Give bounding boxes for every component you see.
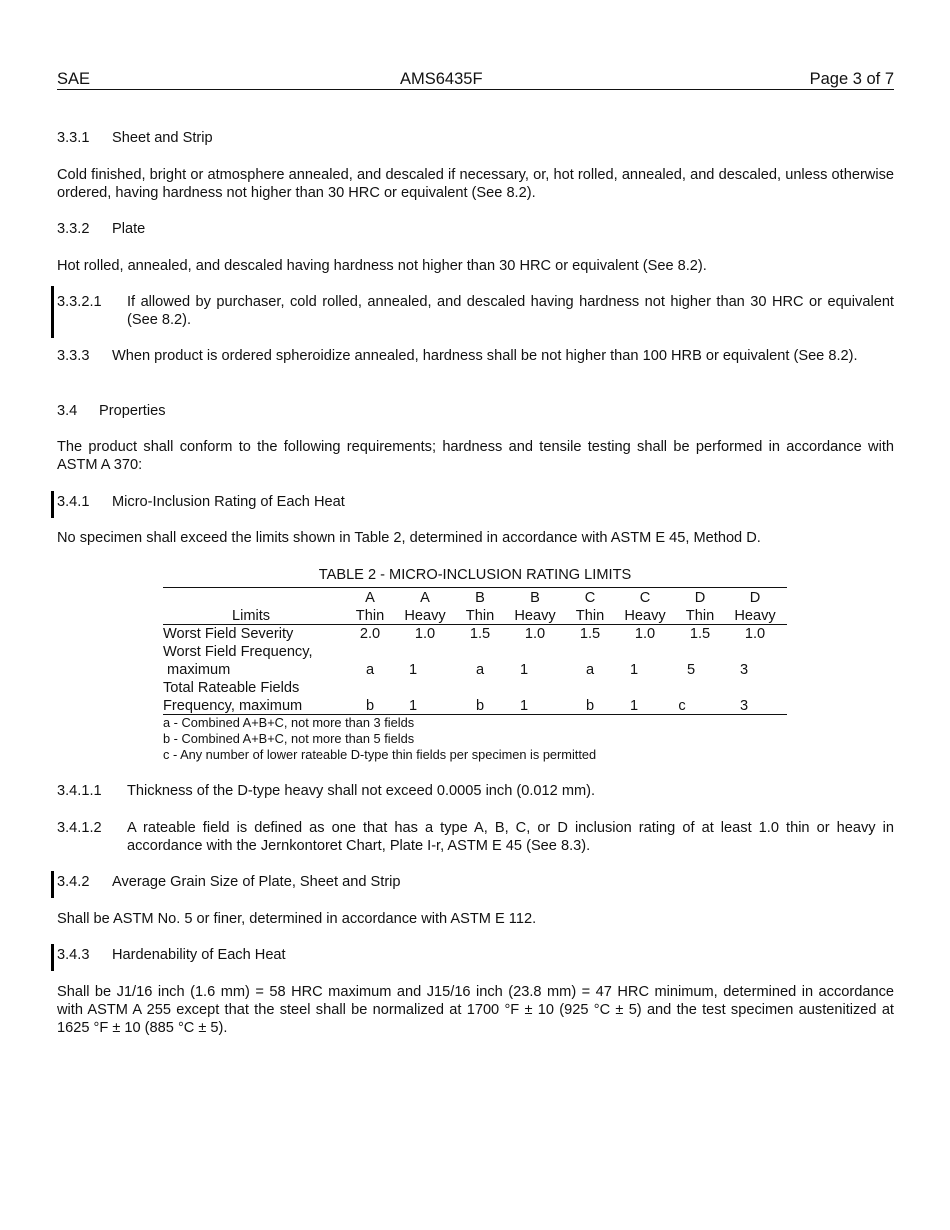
section-title: Properties [99, 403, 166, 419]
table-top-rule [163, 587, 787, 588]
section-title: Average Grain Size of Plate, Sheet and Strip [112, 874, 401, 890]
table-note-a: a - Combined A+B+C, not more than 3 fields [163, 715, 415, 730]
col-header-bottom: Heavy [624, 608, 666, 624]
change-bar [51, 286, 54, 338]
col-header-bottom: Thin [575, 608, 605, 624]
section-number: 3.4.2 [57, 874, 90, 890]
section-number: 3.4 [57, 403, 78, 419]
section-number: 3.4.1 [57, 494, 90, 510]
table-cell: b [365, 698, 375, 714]
limits-header: Limits [232, 608, 271, 624]
table-note-c: c - Any number of lower rateable D-type thin fields per specimen is permitted [163, 747, 597, 762]
section-title: Hardenability of Each Heat [112, 947, 286, 963]
header-org: SAE [57, 70, 91, 88]
row-label: Worst Field Severity [163, 626, 294, 642]
table-cell: 1.0 [524, 626, 546, 642]
col-header-top: B [475, 590, 485, 606]
col-header-top: B [530, 590, 540, 606]
table-cell: a [365, 662, 375, 678]
section-3-3-2-text: Hot rolled, annealed, and descaled having hardness not higher than 30 HRC or equivalent (See 8.2). [57, 258, 707, 274]
table-note-b: b - Combined A+B+C, not more than 5 fields [163, 731, 415, 746]
table-cell: 1.5 [469, 626, 491, 642]
section-number: 3.3.3 [57, 348, 90, 364]
section-text: When product is ordered spheroidize annealed, hardness shall be not higher than 100 HRB or equivalent (See 8.2). [112, 348, 858, 364]
section-title: Micro-Inclusion Rating of Each Heat [112, 494, 345, 510]
col-header-bottom: Thin [355, 608, 385, 624]
table-cell: 3 [739, 698, 749, 714]
table-cell: 1 [519, 662, 529, 678]
table-cell: 1.5 [689, 626, 711, 642]
section-3-3-2-heading [57, 220, 145, 238]
table-cell: 1 [519, 698, 529, 714]
section-3-4-2-heading [57, 873, 401, 891]
table-cell: 1 [629, 698, 639, 714]
col-header-top: A [420, 590, 430, 606]
row-label: Total Rateable Fields [163, 680, 300, 696]
change-bar [51, 491, 54, 518]
document-page [57, 0, 894, 1230]
col-header-top: D [694, 590, 706, 606]
col-header-top: D [749, 590, 761, 606]
section-number: 3.3.1 [57, 130, 90, 146]
section-3-3-2-1 [57, 293, 894, 329]
section-text: Thickness of the D-type heavy shall not exceed 0.0005 inch (0.012 mm). [127, 783, 596, 799]
col-header-bottom: Heavy [734, 608, 776, 624]
section-text: If allowed by purchaser, cold rolled, annealed, and descaled having hardness not higher than 30 HRC or equivalent (See 8.2). [127, 294, 894, 328]
section-number: 3.3.2.1 [57, 294, 102, 310]
page-header [57, 69, 894, 90]
section-number: 3.3.2 [57, 221, 90, 237]
col-header-top: A [365, 590, 375, 606]
table-title: TABLE 2 - MICRO-INCLUSION RATING LIMITS [318, 567, 632, 583]
table-cell: b [585, 698, 595, 714]
col-header-top: C [639, 590, 651, 606]
section-3-4-3-heading [57, 946, 286, 964]
table-cell: 2.0 [359, 626, 381, 642]
row-label: Worst Field Frequency, [163, 644, 313, 660]
table-cell: 1.0 [414, 626, 436, 642]
section-3-4-heading [57, 402, 166, 420]
change-bar [51, 871, 54, 898]
section-3-4-text: The product shall conform to the following requirements; hardness and tensile testing shall be performed in accordance with ASTM A 370: [57, 439, 894, 473]
col-header-bottom: Thin [685, 608, 715, 624]
header-doc-id: AMS6435F [400, 70, 483, 88]
header-page-number: Page 3 of 7 [809, 70, 894, 88]
section-number: 3.4.1.2 [57, 820, 102, 836]
table-cell: 1.5 [579, 626, 601, 642]
section-title: Sheet and Strip [112, 130, 213, 146]
section-3-4-1-1 [57, 782, 894, 800]
section-3-4-1-2 [57, 819, 894, 855]
col-header-bottom: Heavy [404, 608, 446, 624]
section-number: 3.4.3 [57, 947, 90, 963]
col-header-bottom: Heavy [514, 608, 556, 624]
col-header-top: C [584, 590, 596, 606]
section-3-3-3 [57, 347, 894, 365]
section-3-4-2-text: Shall be ASTM No. 5 or finer, determined in accordance with ASTM E 112. [57, 911, 537, 927]
table-cell: 1 [408, 662, 418, 678]
table-cell: 3 [739, 662, 749, 678]
section-text: A rateable field is defined as one that has a type A, B, C, or D inclusion rating of at least 1.0 thin or heavy in accordance with the Jernkontoret Chart, Plate I-r, ASTM E 45 (See 8.3). [127, 820, 894, 854]
table-cell: a [475, 662, 485, 678]
section-title: Plate [112, 221, 146, 237]
col-header-bottom: Thin [465, 608, 495, 624]
section-3-3-1-heading [57, 129, 213, 147]
row-label-cont: maximum [163, 662, 231, 678]
table-cell: 1.0 [634, 626, 656, 642]
table-cell: b [475, 698, 485, 714]
table-cell: a [585, 662, 595, 678]
section-number: 3.4.1.1 [57, 783, 102, 799]
change-bar [51, 944, 54, 971]
row-label-cont: Frequency, maximum [163, 698, 303, 714]
section-3-4-1-text: No specimen shall exceed the limits shown in Table 2, determined in accordance with ASTM E 45, Method D. [57, 530, 761, 546]
section-3-4-3-text: Shall be J1/16 inch (1.6 mm) = 58 HRC maximum and J15/16 inch (23.8 mm) = 47 HRC minimum, determined in accordance with ASTM A 255 except that the steel shall be normalized at 1700 °F ± 10 (925 °C ± 5) and the test specimen austenitized at 1625 °F ± 10 (885 °C ± 5). [57, 984, 894, 1036]
section-3-3-1-text: Cold finished, bright or atmosphere annealed, and descaled if necessary, or, hot rolled, annealed, and descaled, unless otherwise ordered, having hardness not higher than 30 HRC or equivalent (See 8.2). [57, 167, 894, 201]
section-3-4-1-heading [57, 493, 345, 511]
table-cell: 1 [629, 662, 639, 678]
table-cell: 1.0 [744, 626, 766, 642]
table-cell: 1 [408, 698, 418, 714]
table-cell: c [678, 698, 686, 714]
table-cell: 5 [686, 662, 696, 678]
